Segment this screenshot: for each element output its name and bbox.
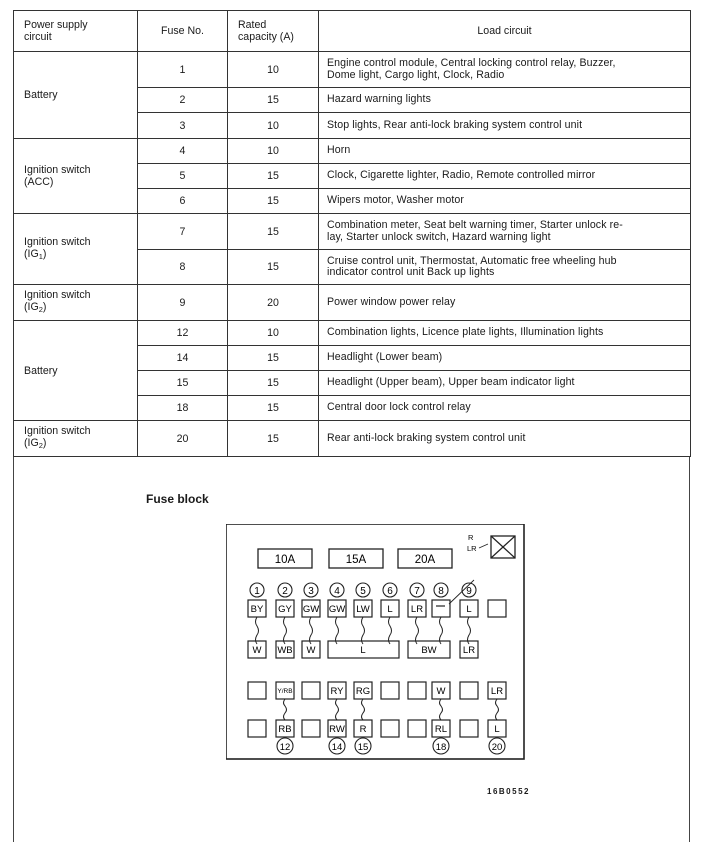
wire-code: L xyxy=(494,724,500,735)
load-circuit: Combination meter, Seat belt warning timer, Starter unlock re- lay, Starter unlock switch, Hazard warning light xyxy=(319,214,691,250)
terminal xyxy=(302,720,320,737)
wire-code: LW xyxy=(356,604,370,615)
relay-leader xyxy=(479,544,488,548)
fuse-table xyxy=(13,10,691,457)
fuse-position-number: 1 xyxy=(254,586,260,597)
rated-capacity: 20 xyxy=(228,285,319,321)
fuse-number: 15 xyxy=(138,371,228,396)
fuse-position-number: 5 xyxy=(360,586,366,597)
fuse-block-diagram xyxy=(226,524,526,764)
fuse-position-number: 3 xyxy=(308,586,314,597)
amp-label: 20A xyxy=(414,554,436,566)
fuse-position-number: 8 xyxy=(438,586,444,597)
wire-code: L xyxy=(387,604,393,615)
rated-capacity: 15 xyxy=(228,214,319,250)
page-frame-left xyxy=(13,456,14,842)
terminal xyxy=(408,720,426,737)
wire-code: GW xyxy=(328,604,346,615)
fuse-link xyxy=(256,617,259,644)
header-rated-capacity: Rated capacity (A) xyxy=(228,11,319,52)
wire-code: LR xyxy=(462,645,476,656)
fuse-number: 4 xyxy=(138,139,228,164)
figure-code: 16B0552 xyxy=(487,787,530,796)
fuse-link xyxy=(389,617,392,644)
supply-cell: Battery xyxy=(14,321,138,421)
fuse-link xyxy=(416,617,419,644)
load-circuit: Power window power relay xyxy=(319,285,691,321)
load-circuit: Engine control module, Central locking control relay, Buzzer, Dome light, Cargo light, Clock, Radio xyxy=(319,52,691,88)
fuse-link xyxy=(284,617,287,644)
wire-code: RB xyxy=(278,724,292,735)
rated-capacity: 10 xyxy=(228,321,319,346)
fuse-number: 18 xyxy=(138,396,228,421)
terminal xyxy=(432,600,450,617)
fuse-position-number: 2 xyxy=(282,586,288,597)
fuse-links-upper xyxy=(256,617,471,644)
fuse-block-title: Fuse block xyxy=(146,492,209,506)
fuse-number: 1 xyxy=(138,52,228,88)
wire-code: W xyxy=(252,645,262,656)
wire-code: LR xyxy=(490,686,504,697)
rated-capacity: 10 xyxy=(228,113,319,139)
terminal xyxy=(460,682,478,699)
fuse-link xyxy=(362,617,365,644)
relay-wire-label: R xyxy=(468,533,474,542)
fuse-link xyxy=(310,617,313,644)
wire-code: WB xyxy=(277,645,293,656)
fuse-link xyxy=(440,699,443,720)
fuse-link xyxy=(362,699,365,720)
fuse-link xyxy=(284,699,287,720)
table-row xyxy=(14,214,691,250)
fuse-position-number: 4 xyxy=(334,586,340,597)
terminal xyxy=(381,682,399,699)
row4-terminals xyxy=(248,720,506,737)
amp-label: 15A xyxy=(345,554,367,566)
fuse-position-number: 6 xyxy=(387,586,393,597)
fuse-position-number: 18 xyxy=(435,742,447,753)
wire-code: L xyxy=(360,645,366,656)
terminal xyxy=(381,720,399,737)
fuse-position-number: 9 xyxy=(466,586,472,597)
load-circuit: Stop lights, Rear anti-lock braking system control unit xyxy=(319,113,691,139)
load-circuit: Clock, Cigarette lighter, Radio, Remote controlled mirror xyxy=(319,164,691,189)
fuse-link xyxy=(468,617,471,644)
wire-code: GW xyxy=(302,604,320,615)
wire-code: GY xyxy=(278,604,292,615)
load-circuit: Rear anti-lock braking system control unit xyxy=(319,421,691,457)
load-circuit: Central door lock control relay xyxy=(319,396,691,421)
rated-capacity: 15 xyxy=(228,371,319,396)
fuse-number: 12 xyxy=(138,321,228,346)
table-row xyxy=(14,421,691,457)
load-circuit: Horn xyxy=(319,139,691,164)
fuse-number: 9 xyxy=(138,285,228,321)
fuse-position-number: 14 xyxy=(331,742,343,753)
wire-code: RW xyxy=(329,724,345,735)
load-circuit: Combination lights, Licence plate lights, Illumination lights xyxy=(319,321,691,346)
wire-code: BW xyxy=(421,645,437,656)
rated-capacity: 15 xyxy=(228,396,319,421)
page-frame-right xyxy=(689,456,690,842)
fuse-number: 5 xyxy=(138,164,228,189)
terminal xyxy=(408,682,426,699)
fuse-links-lower xyxy=(284,699,499,720)
row3-terminals xyxy=(248,682,506,699)
terminal xyxy=(248,720,266,737)
rated-capacity: 15 xyxy=(228,421,319,457)
fuse-number: 8 xyxy=(138,250,228,285)
table-row xyxy=(14,285,691,321)
wire-code: RG xyxy=(355,686,371,697)
relay-wire-label: LR xyxy=(467,544,477,553)
fuse-position-number: 7 xyxy=(414,586,420,597)
supply-cell: Ignition switch $(IG_2)$ xyxy=(14,285,138,321)
rated-capacity: 15 xyxy=(228,250,319,285)
terminal xyxy=(488,600,506,617)
load-circuit: Headlight (Upper beam), Upper beam indicator light xyxy=(319,371,691,396)
wire-code: L xyxy=(466,604,472,615)
rated-capacity: 15 xyxy=(228,164,319,189)
fuse-position-number: 12 xyxy=(279,742,291,753)
fuse-link xyxy=(440,617,443,644)
fuse-number: 3 xyxy=(138,113,228,139)
fuse-link xyxy=(496,699,499,720)
header-load-circuit: Load circuit xyxy=(319,11,691,52)
supply-cell: Ignition switch $(IG_2)$ xyxy=(14,421,138,457)
wire-code: LR xyxy=(410,604,424,615)
header-power-supply: Power supply circuit xyxy=(14,11,138,52)
table-row xyxy=(14,52,691,88)
wire-code: R xyxy=(359,724,367,735)
top-fuse-numbers xyxy=(250,583,476,597)
bottom-fuse-numbers xyxy=(277,738,505,754)
supply-cell: Ignition switch $(IG_1)$ xyxy=(14,214,138,285)
amp-label: 10A xyxy=(274,554,296,566)
row1-terminals xyxy=(248,600,506,617)
fuse-position-number: 20 xyxy=(491,742,503,753)
wire-code: BY xyxy=(250,604,264,615)
fuse-number: 7 xyxy=(138,214,228,250)
fuse-number: 14 xyxy=(138,346,228,371)
table-row xyxy=(14,139,691,164)
table-row xyxy=(14,321,691,346)
wire-code: RL xyxy=(434,724,448,735)
rated-capacity: 15 xyxy=(228,189,319,214)
wire-code: W xyxy=(436,686,446,697)
fuse-link xyxy=(336,699,339,720)
fuse-number: 2 xyxy=(138,88,228,113)
supply-cell: Battery xyxy=(14,52,138,139)
rated-capacity: 10 xyxy=(228,139,319,164)
terminal xyxy=(302,682,320,699)
terminal xyxy=(460,720,478,737)
fuse-position-number: 15 xyxy=(357,742,369,753)
header-fuse-no: Fuse No. xyxy=(138,11,228,52)
supply-cell: Ignition switch (ACC) xyxy=(14,139,138,214)
load-circuit: Cruise control unit, Thermostat, Automatic free wheeling hub indicator control unit Back up lights xyxy=(319,250,691,285)
fuse-number: 20 xyxy=(138,421,228,457)
fuse-link xyxy=(336,617,339,644)
load-circuit: Hazard warning lights xyxy=(319,88,691,113)
table-header-row xyxy=(14,11,691,52)
fuse-number: 6 xyxy=(138,189,228,214)
rated-capacity: 10 xyxy=(228,52,319,88)
wire-code: RY xyxy=(330,686,344,697)
load-circuit: Headlight (Lower beam) xyxy=(319,346,691,371)
terminal xyxy=(248,682,266,699)
rated-capacity: 15 xyxy=(228,346,319,371)
wire-code: Y/RB xyxy=(277,688,293,695)
rated-capacity: 15 xyxy=(228,88,319,113)
load-circuit: Wipers motor, Washer motor xyxy=(319,189,691,214)
wire-code: W xyxy=(306,645,316,656)
